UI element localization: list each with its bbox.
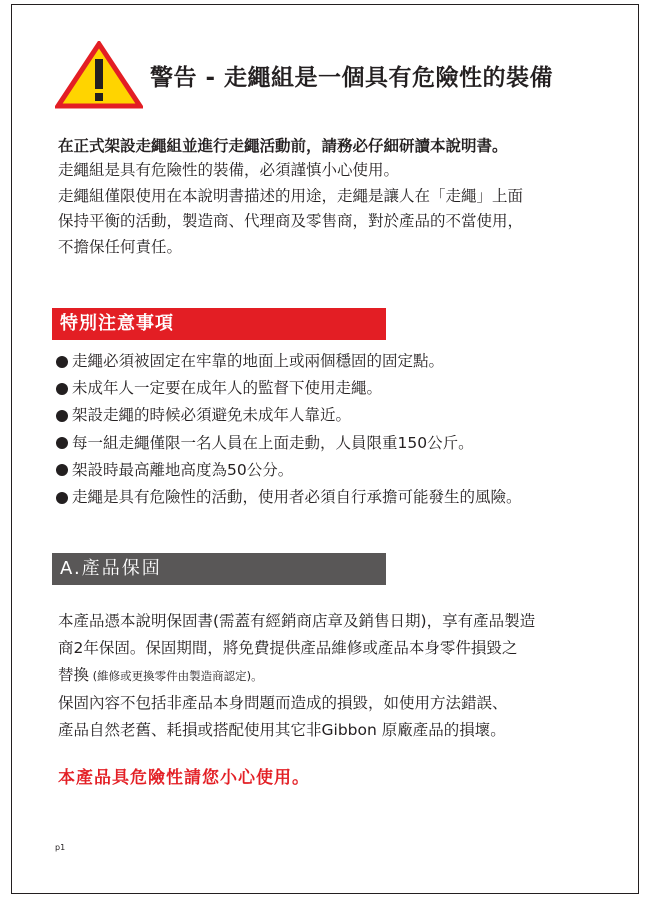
list-item-text: 架設走繩的時候必須避免未成年人靠近。 <box>72 406 352 425</box>
bullet-icon <box>56 492 68 504</box>
bullet-icon <box>56 464 68 476</box>
warranty-block <box>58 608 618 744</box>
list-item-text: 走繩必須被固定在牢靠的地面上或兩個穩固的固定點。 <box>72 352 445 370</box>
bullet-icon <box>56 410 68 422</box>
list-item-text: 走繩是具有危險性的活動，使用者必須自行承擔可能發生的風險。 <box>72 488 522 507</box>
intro-line: 走繩組是具有危險性的裝備，必須謹慎小心使用。 <box>58 161 400 179</box>
warranty-section-heading: A.產品保固 <box>52 553 386 585</box>
list-item-text: 每一組走繩僅限一名人員在上面走動，人員限重150公斤。 <box>72 433 474 452</box>
intro-line: 保持平衡的活動，製造商、代理商及零售商，對於產品的不當使用， <box>58 212 524 230</box>
intro-bold-line: 在正式架設走繩組並進行走繩活動前，請務必仔細研讀本說明書。 <box>58 137 508 155</box>
list-item <box>56 484 522 511</box>
list-item <box>56 348 522 375</box>
warranty-line-main: 替換 <box>58 666 90 684</box>
list-item <box>56 457 522 484</box>
intro-block <box>58 134 618 260</box>
intro-line: 走繩組僅限使用在本說明書描述的用途，走繩是讓人在「走繩」上面 <box>58 186 524 205</box>
bullet-icon <box>56 383 68 395</box>
warranty-line-note: (維修或更換零件由製造商認定)。 <box>89 669 263 683</box>
notice-list <box>56 348 522 511</box>
warranty-line <box>58 662 618 690</box>
danger-notice: 本產品具危險性請您小心使用。 <box>58 768 310 788</box>
bullet-icon <box>56 356 68 368</box>
bullet-icon <box>56 437 68 449</box>
list-item <box>56 430 522 457</box>
page-number: p1 <box>55 843 66 852</box>
warranty-line: 保固內容不包括非產品本身問題而造成的損毀，如使用方法錯誤、 <box>58 694 508 712</box>
warning-triangle-icon <box>55 41 143 109</box>
warranty-line: 本產品憑本說明保固書(需蓋有經銷商店章及銷售日期)，享有產品製造 <box>58 612 536 630</box>
warranty-line: 產品自然老舊、耗損或搭配使用其它非Gibbon 原廠產品的損壞。 <box>58 721 506 739</box>
warning-title: 警告 - 走繩組是一個具有危險性的裝備 <box>150 65 554 91</box>
list-item-text: 未成年人一定要在成年人的監督下使用走繩。 <box>72 379 383 398</box>
intro-line: 不擔保任何責任。 <box>58 237 183 256</box>
list-item <box>56 402 522 429</box>
notice-section-heading: 特別注意事項 <box>52 308 386 340</box>
list-item-text: 架設時最高離地高度為50公分。 <box>72 460 294 479</box>
warranty-line: 商2年保固。保固期間，將免費提供產品維修或產品本身零件損毀之 <box>58 639 518 657</box>
list-item <box>56 375 522 402</box>
